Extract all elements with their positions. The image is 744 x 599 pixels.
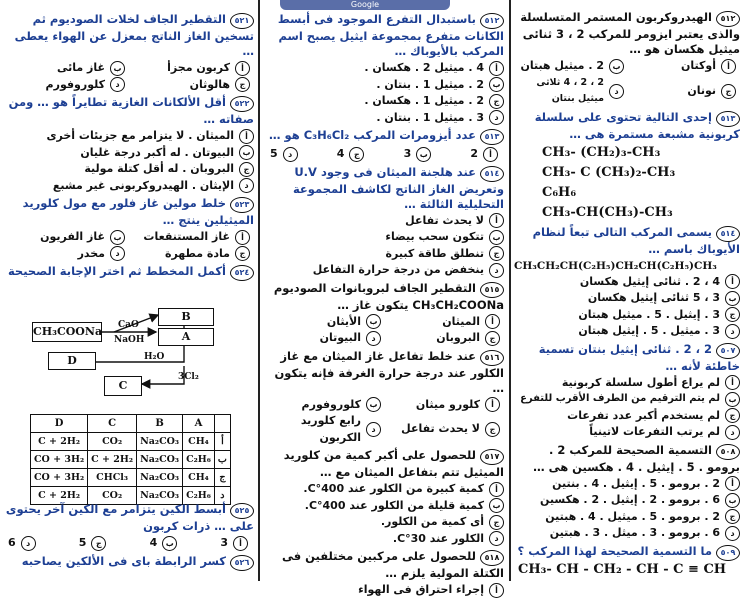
option-b[interactable]: ب 3 ، 5 ثنائى إيثيل هكسان: [514, 290, 740, 307]
question-number: ٥١٢: [480, 13, 504, 29]
option-c[interactable]: ج البروبان . له أقل كتلة مولية: [2, 161, 254, 178]
options-grid: [266, 397, 504, 447]
table-cell: CO₂: [88, 433, 137, 451]
option-d[interactable]: د ينخفض من درجة حرارة التفاعل: [264, 262, 504, 279]
question-number: ٥١٨: [480, 550, 504, 566]
top-bar-label: Google: [350, 0, 380, 9]
table-cell: Na₂CO₃: [137, 451, 183, 469]
question-text: ٥١٧للحصول على أكبر كمية من كلوريد الميثيل تتم بتفاعل الميثان مع …: [283, 448, 504, 479]
table-header-row: [31, 415, 231, 433]
question-text: ٥٢٢أقل الألكانات الغازية تطايراً هو … ومن صفاته …: [8, 95, 254, 126]
option-a[interactable]: أ كلورو ميثان: [387, 397, 500, 414]
reagent-h2o: H₂O: [144, 352, 165, 362]
table-cell-letter: ج: [214, 469, 230, 487]
options-grid: [4, 229, 254, 262]
option-c[interactable]: ج أى كمية من الكلور.: [264, 514, 504, 531]
box-a: A: [158, 328, 214, 346]
option-b[interactable]: ب 2 . ميثيل 1 . بنتان .: [264, 77, 504, 94]
table-row[interactable]: [31, 451, 231, 469]
option-a[interactable]: أ غاز المستنقعات: [131, 229, 250, 246]
question-text: ٥١٣إحدى التالية تحتوى على سلسلة كربونية مشبعة مستمرة هى …: [534, 109, 740, 141]
option-b[interactable]: ب الأيثان: [268, 314, 381, 331]
option-d[interactable]: د 6 . برومو . 3 . ميثل . 3 . هبتين: [514, 525, 740, 542]
question-text: ٥٢١التقطير الجاف لخلات الصوديوم ثم تسخين الغاز الناتج بمعزل عن الهواء يعطى …: [14, 12, 254, 58]
option-a[interactable]: أ الميثان: [387, 314, 500, 331]
option-a[interactable]: أ الميثان . لا يتزامر مع جزيئات أخرى: [2, 128, 254, 145]
table-row[interactable]: [31, 469, 231, 487]
option-a[interactable]: أ كربون مجزأ: [131, 60, 250, 77]
option-d[interactable]: د رابع كلوريد الكربون: [268, 413, 381, 446]
option-d[interactable]: د مخدر: [6, 246, 125, 263]
option-d[interactable]: د 6: [8, 535, 36, 552]
option-c[interactable]: ج لا يحدث تفاعل: [387, 413, 500, 446]
option-d[interactable]: د 5: [270, 146, 298, 163]
question-number: ٥٢٦: [230, 555, 254, 571]
box-c: C: [104, 376, 142, 396]
option-a[interactable]: أ إجراء احتراق فى الهواء: [264, 582, 504, 599]
table-header: B: [137, 415, 183, 433]
formula-option-d[interactable]: CH₃-CH(CH₃)-CH₃: [542, 204, 673, 220]
middle-column: [262, 0, 508, 596]
compound-structure: CH₃- CH - CH₂ - CH - C ≡ CH: [518, 561, 727, 577]
option-c[interactable]: ج لم يستخدم أكبر عدد تفرعات: [514, 408, 740, 425]
right-column: [512, 0, 744, 581]
option-b[interactable]: ب 3: [404, 146, 432, 163]
question-number: ٥٢٣: [230, 197, 254, 213]
option-c[interactable]: ج 4: [337, 146, 365, 163]
question-number: ٥١٤: [480, 166, 504, 182]
table-cell: CO + 3H₂: [31, 469, 88, 487]
table-cell: CO + 3H₂: [31, 451, 88, 469]
option-a[interactable]: أ 2: [470, 146, 498, 163]
reagent-naoh: NaOH: [114, 335, 145, 345]
option-b[interactable]: ب غاز مائى: [6, 60, 125, 77]
table-cell: CO₂: [88, 487, 137, 505]
question-text: ٥٠٨التسمية الصحيحة للمركب 2 . برومو . 5 . إيثيل . 4 . هكسين هى …: [533, 442, 740, 474]
column-divider: [509, 0, 511, 581]
table-cell: CHCl₃: [88, 469, 137, 487]
option-c[interactable]: ج هالوثان: [131, 77, 250, 94]
table-cell: CH₄: [183, 433, 215, 451]
options-grid: [266, 314, 504, 347]
table-cell: C + 2H₂: [31, 433, 88, 451]
option-d[interactable]: د البيوتان: [268, 330, 381, 347]
option-a[interactable]: أ كمية كبيرة من الكلور عند 400°C.: [264, 481, 504, 498]
option-c[interactable]: ج 2 . برومو . 5 . ميثيل . 4 . هبتين: [514, 509, 740, 526]
box-b: B: [158, 308, 214, 326]
box-start: CH₃COONa: [32, 322, 102, 342]
reaction-flowchart: [8, 300, 253, 404]
option-a[interactable]: أ لم يراع أطول سلسلة كربونية: [514, 375, 740, 392]
question-text: ٥١٢باستبدال التفرع الموجود فى أبسط الكانات متفرع بمجموعة ايثيل يصبح اسم المركب بالأيوباك …: [277, 12, 504, 58]
table-cell: C + 2H₂: [31, 487, 88, 505]
option-d[interactable]: د 3 . ميثيل . 5 . إيثيل هبتان: [514, 323, 740, 340]
option-d[interactable]: د لم يرتب التفرعات لاتينياً: [514, 424, 740, 441]
table-header: [214, 415, 230, 433]
option-d[interactable]: د الإيثان . الهيدروكربونى غير مشبع: [2, 178, 254, 195]
table-cell: Na₂CO₃: [137, 469, 183, 487]
options-row: [268, 146, 502, 163]
option-b[interactable]: ب 2 . ميثيل هبتان: [518, 58, 624, 75]
question-text: ٥١٣عدد أيزومرات المركب C₃H₆Cl₂ هو …: [264, 128, 504, 145]
table-header: C: [88, 415, 137, 433]
option-c[interactable]: ج نونان: [630, 75, 736, 108]
option-a[interactable]: أ أوكتان: [630, 58, 736, 75]
table-cell-letter: ب: [214, 451, 230, 469]
option-c[interactable]: ج البروبان: [387, 330, 500, 347]
option-b[interactable]: ب كلوروفورم: [268, 397, 381, 414]
question-number: ٥٠٩: [716, 545, 740, 561]
reagent-cao: CaO: [118, 320, 139, 330]
question-text: ٥١٤يسمى المركب التالى تبعاً لنظام الأيوباك باسم …: [532, 224, 740, 256]
question-number: ٥١٣: [480, 129, 504, 145]
question-number: ٥١٤: [716, 226, 740, 242]
question-text: ٥١٥التقطير الجاف لبروبانوات الصوديوم CH₃CH₂COONa يتكون غاز …: [273, 280, 504, 312]
option-c[interactable]: ج 2 . ميثيل 1 . هكسان .: [264, 93, 504, 110]
formula-option-a[interactable]: CH₃- (CH₂)₃-CH₃: [542, 144, 661, 160]
option-c[interactable]: ج تنطلق طاقة كبيرة: [264, 246, 504, 263]
table-cell-letter: أ: [214, 433, 230, 451]
compound-formula: CH₃CH₂CH(C₂H₅)CH₂CH(C₂H₅)CH₃: [514, 259, 717, 272]
table-header: A: [183, 415, 215, 433]
option-a[interactable]: أ 3: [220, 535, 248, 552]
option-b[interactable]: ب 6 . برومو . 2 . إيثيل . 2 . هكسين: [514, 492, 740, 509]
question-text: ٥٢٥أبسط الكين يتزامر مع الكين آخر يحتوى على … ذرات كربون: [5, 502, 254, 533]
option-d[interactable]: د 2 ، 2 ، 4 ثلاثى ميثيل بنتان: [518, 75, 624, 108]
question-text: ٥٢٦كسر الرابطة باى فى الألكين يصاحبه: [2, 554, 254, 571]
question-text: ٥١٢الهيدروكربون المستمر المتسلسلة والذى يعتبر ايزومر للمركب 2 ، 3 ثنائى ميثيل هكسان هو …: [520, 10, 740, 56]
question-number: ٥٠٧: [716, 343, 740, 359]
options-grid: [516, 58, 740, 108]
options-grid: [4, 60, 254, 93]
question-number: ٥٢٥: [230, 503, 254, 519]
answer-table: [30, 414, 231, 505]
option-b[interactable]: ب غاز الفريون: [6, 229, 125, 246]
table-row[interactable]: [31, 433, 231, 451]
table-cell: CH₄: [183, 469, 215, 487]
box-d: D: [48, 352, 96, 370]
question-text: ٥٢٤أكمل المخطط ثم اختر الإجابة الصحيحة: [2, 264, 254, 281]
question-number: ٥٠٨: [716, 444, 740, 460]
question-text: ٥٠٧2 ، 2 . ثنائى إيثيل بنتان تسمية خاطئة لأنه …: [538, 341, 740, 373]
reagent-cl2: 3Cl₂: [178, 372, 199, 382]
question-number: ٥٢٤: [230, 265, 254, 281]
option-b[interactable]: ب لم يتم الترقيم من الطرف الأقرب للتفرع: [514, 391, 740, 408]
table-header: D: [31, 415, 88, 433]
option-a[interactable]: أ 4 ، 2 . ثنائى إيثيل هكسان: [514, 274, 740, 291]
left-column-bottom: [0, 500, 258, 572]
table-cell: Na₂CO₃: [137, 487, 183, 505]
question-text: ٥٢٣خلط مولين غاز فلور مع مول كلوريد الميثيلين ينتج …: [22, 196, 254, 227]
option-a[interactable]: أ 2 . برومو . 5 . إيثيل . 4 . بنتين: [514, 476, 740, 493]
column-divider: [258, 0, 260, 581]
option-d[interactable]: د الكلور عند 30°C.: [264, 531, 504, 548]
table-cell-letter: د: [214, 487, 230, 505]
question-number: ٥١٦: [480, 350, 504, 366]
option-b[interactable]: ب تتكون سحب بيضاء: [264, 229, 504, 246]
option-a[interactable]: أ لا يحدث تفاعل: [264, 213, 504, 230]
question-number: ٥١٣: [716, 111, 740, 127]
formula-option-c[interactable]: C₆H₆: [542, 184, 577, 200]
question-number: ٥١٢: [716, 11, 740, 27]
question-text: ٥١٤عند هلجنة الميثان فى وجود U.V وتعريض الغاز الناتج لكاشف المجموعة التحليلية الثالثة …: [292, 164, 504, 211]
option-b[interactable]: ب كمية قليلة من الكلور عند 400°C.: [264, 498, 504, 515]
table-cell: C + 2H₂: [88, 451, 137, 469]
option-b[interactable]: ب البيوتان . له أكبر درجة غليان: [2, 145, 254, 162]
formula-option-b[interactable]: CH₃- C (CH₃)₂-CH₃: [542, 164, 676, 180]
option-c[interactable]: ج مادة مطهرة: [131, 246, 250, 263]
question-number: ٥١٥: [480, 282, 504, 298]
option-d[interactable]: د 3 . ميثيل 1 . بنتان .: [264, 110, 504, 127]
option-c[interactable]: ج 5: [79, 535, 107, 552]
table-cell: C₂H₆: [183, 487, 215, 505]
table-cell: C₂H₆: [183, 451, 215, 469]
option-d[interactable]: د كلوروفورم: [6, 77, 125, 94]
option-c[interactable]: ج 3 . إيثيل . 5 . ميثيل هبتان: [514, 307, 740, 324]
question-number: ٥١٧: [480, 449, 504, 465]
option-a[interactable]: أ 4 . ميثيل 2 . هكسان .: [264, 60, 504, 77]
question-number: ٥٢١: [230, 13, 254, 29]
question-text: ٥١٨للحصول على مركبين مختلفين فى الكتلة المولية يلزم …: [281, 549, 504, 580]
table-cell: Na₂CO₃: [137, 433, 183, 451]
question-text: ٥٠٩ما التسمية الصحيحة لهذا المركب ؟: [514, 544, 740, 561]
question-number: ٥٢٢: [230, 96, 254, 112]
question-text: ٥١٦عند خلط تفاعل غاز الميثان مع غاز الكلور عند درجة حرارة الغرفة فإنه يتكون …: [274, 348, 504, 395]
options-row: [6, 535, 252, 552]
option-b[interactable]: ب 4: [150, 535, 178, 552]
